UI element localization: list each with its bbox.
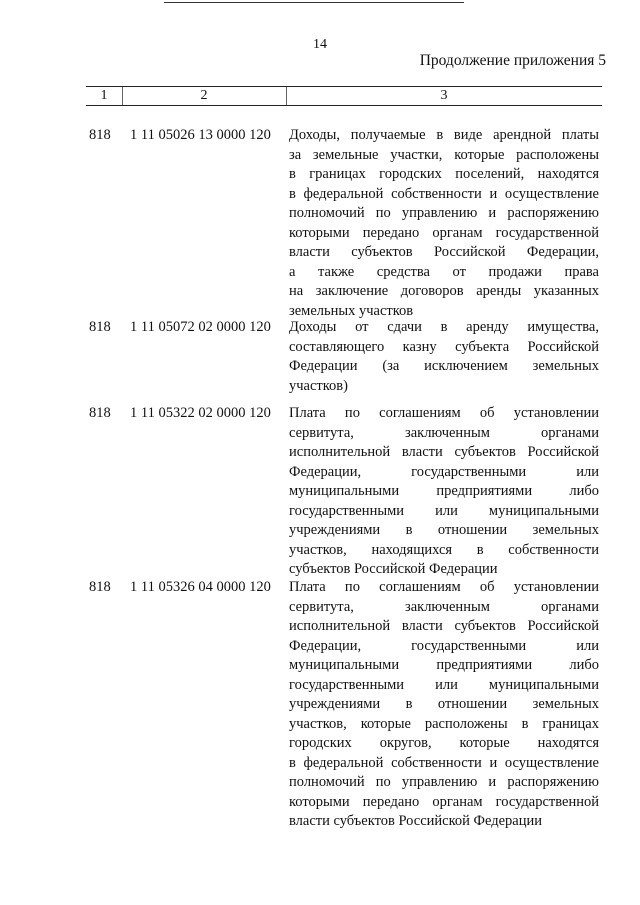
top-scan-rule	[164, 2, 464, 3]
description-line: сервитута, заключенным органами	[289, 424, 599, 441]
description-line: Плата по соглашениям об установлении	[289, 579, 599, 595]
admin-code-cell: 818	[89, 579, 111, 595]
header-column-1: 1	[100, 88, 108, 103]
description-line: исполнительной власти субъектов Российской	[289, 618, 599, 634]
appendix-continuation-note: Продолжение приложения 5	[419, 52, 606, 69]
description-cell	[289, 578, 599, 832]
description-line: за земельные участки, которые расположены	[289, 146, 599, 163]
description-line: муниципальными предприятиями либо	[289, 483, 599, 499]
description-line: учреждениями в отношении земельных	[289, 522, 599, 538]
description-line: полномочий по управлению и распоряжению	[289, 205, 599, 221]
description-cell	[289, 126, 599, 321]
page-number: 14	[313, 37, 327, 52]
description-cell	[289, 404, 599, 580]
description-line: власти субъектов Российской Федерации	[289, 813, 543, 829]
description-line: Федерации (за исключением земельных	[289, 358, 599, 374]
description-line: государственными или муниципальными	[289, 502, 599, 519]
description-line: муниципальными предприятиями либо	[289, 657, 599, 673]
admin-code-cell: 818	[89, 319, 111, 335]
description-cell	[289, 318, 599, 396]
description-line: субъектов Российской Федерации	[289, 561, 498, 577]
description-line: участков, которые расположены в границах	[289, 715, 599, 732]
description-line: которыми передано органам государственной	[289, 224, 599, 241]
description-line: в федеральной собственности и осуществление	[289, 185, 599, 202]
income-code-cell: 1 11 05026 13 0000 120	[130, 127, 271, 143]
table-header	[86, 86, 602, 106]
description-line: полномочий по управлению и распоряжению	[289, 774, 599, 790]
header-column-2: 2	[200, 88, 208, 103]
header-column-3: 3	[440, 88, 448, 103]
description-line: участков)	[289, 377, 348, 394]
description-line: сервитута, заключенным органами	[289, 598, 599, 615]
description-line: городских округов, которые находятся	[289, 735, 599, 751]
income-code-cell: 1 11 05326 04 0000 120	[130, 579, 271, 595]
description-line: исполнительной власти субъектов Российской	[289, 444, 599, 460]
description-line: учреждениями в отношении земельных	[289, 696, 599, 712]
description-line: на заключение договоров аренды указанных	[289, 283, 599, 299]
description-line: власти субъектов Российской Федерации,	[289, 244, 599, 260]
description-line: а также средства от продажи права	[289, 263, 599, 280]
description-line: Федерации, государственными или	[289, 637, 599, 654]
income-code-cell: 1 11 05322 02 0000 120	[130, 405, 271, 421]
description-line: Плата по соглашениям об установлении	[289, 405, 599, 421]
description-line: Доходы, получаемые в виде арендной платы	[289, 127, 599, 143]
description-line: участков, находящихся в собственности	[289, 541, 599, 558]
description-line: Доходы от сдачи в аренду имущества,	[289, 319, 599, 335]
description-line: Федерации, государственными или	[289, 463, 599, 480]
description-line: земельных участков	[289, 302, 414, 319]
description-line: в границах городских поселений, находятся	[289, 166, 599, 182]
admin-code-cell: 818	[89, 405, 111, 421]
income-code-cell: 1 11 05072 02 0000 120	[130, 319, 271, 335]
description-line: составляющего казну субъекта Российской	[289, 338, 599, 355]
admin-code-cell: 818	[89, 127, 111, 143]
description-line: государственными или муниципальными	[289, 676, 599, 693]
description-line: которыми передано органам государственной	[289, 793, 599, 810]
description-line: в федеральной собственности и осуществление	[289, 754, 599, 771]
